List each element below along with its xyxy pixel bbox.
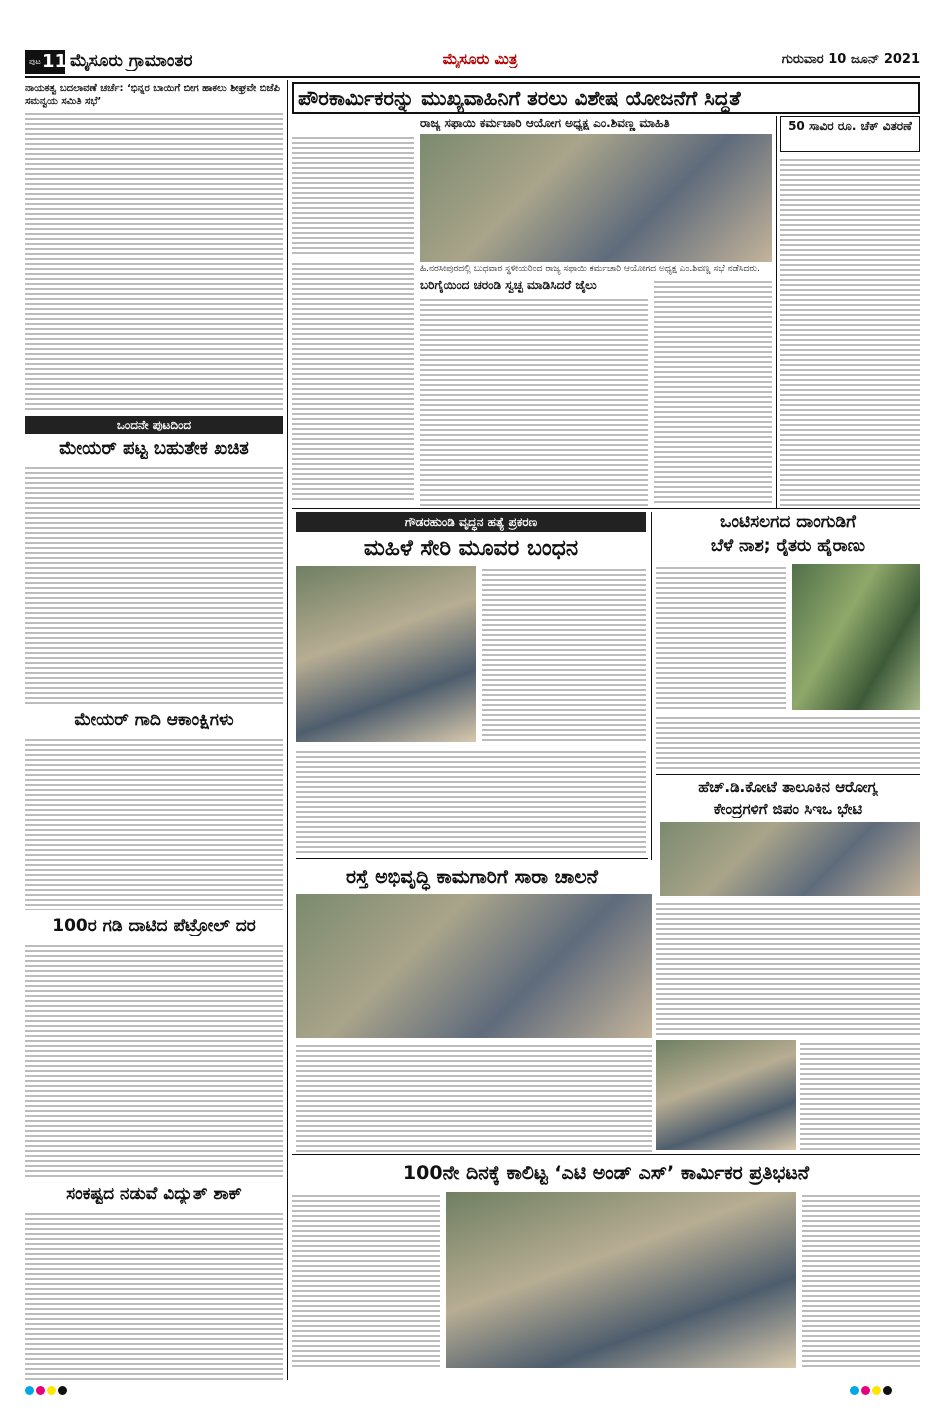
mayor-aspirants-headline: ಮೇಯರ್ ಗಾದಿ ಆಕಾಂಕ್ಷಿಗಳು [74,710,234,730]
banana-photo [792,564,920,710]
yellow-mark [872,1386,881,1395]
protest-body-2 [802,1192,920,1368]
shock-body-text [25,1210,283,1380]
inset-headline: ಬರಿಗೈಯಿಂದ ಚರಂಡಿ ಸ್ವಚ್ಛ ಮಾಡಿಸಿದರೆ ಜೈಲು [420,278,597,292]
murder-right-divider [651,512,652,860]
road-body [296,1042,652,1152]
murder-kicker: ಗೌಡರಹುಂಡಿ ವೃದ್ಧನ ಹತ್ಯೆ ಪ್ರಕರಣ [296,512,646,532]
lead-col-2 [292,260,414,500]
banana-body-2 [656,714,920,770]
page-label: ಪುಟ [29,57,41,66]
registration-marks-left [25,1380,85,1392]
paper-name: ಮೈಸೂರು ಮಿತ್ರ [442,50,518,68]
yellow-mark [47,1386,56,1395]
lead-photo-caption: ಹಿ.ನರಸೀಪುರದಲ್ಲಿ ಬುಧವಾರ ಸ್ಥಳೀಯರಿಂದ ರಾಜ್ಯ ಸಫಾಯಿ ಕರ್ಮಚಾರಿ ಆಯೋಗದ ಅಧ್ಯಕ್ಷ ಎಂ.ಶಿವಣ್ಣ ಸಭೆ ನಡೆಸಿದರು. [420,264,760,274]
left-column-divider [287,80,288,1380]
road-top-rule [296,858,648,859]
cheque-body-text [780,156,920,506]
page-number-box [25,50,68,74]
banana-body-1 [656,564,786,710]
mayor-headline: ಮೇಯರ್ ಪಟ್ಟ ಬಹುತೇಕ ಖಚಿತ [59,438,249,459]
lead-bottom-rule [292,508,920,509]
lead-subhead: ರಾಜ್ಯ ಸಫಾಯಿ ಕರ್ಮಚಾರಿ ಆಯೋಗ ಅಧ್ಯಕ್ಷ ಎಂ.ಶಿವಣ್ಣ ಮಾಹಿತಿ [420,116,670,130]
lead-col-1 [292,134,414,254]
protest-body-1 [292,1192,440,1368]
issue-date: ಗುರುವಾರ 10 ಜೂನ್ 2021 [781,52,920,67]
cheque-box [780,116,920,152]
lead-side-divider [776,116,777,508]
protest-photo [446,1192,796,1368]
lead-headline: ಪೌರಕಾರ್ಮಿಕರನ್ನು ಮುಖ್ಯವಾಹಿನಿಗೆ ತರಲು ವಿಶೇಷ ಯೋಜನೆಗೆ ಸಿದ್ಧತೆ [292,82,920,114]
protest-top-rule [292,1154,920,1155]
hdkote-caption-2 [800,1040,920,1150]
lead-col-3 [420,296,648,506]
hdkote-photo [660,822,920,896]
hdkote-body [656,900,920,1036]
magenta-mark [861,1386,870,1395]
masthead-rule [25,76,920,78]
shock-headline: ಸಂಕಷ್ಟದ ನಡುವೆ ವಿದ್ಯುತ್ ಶಾಕ್ [66,1184,242,1204]
black-mark [58,1386,67,1395]
mayor-aspirants-body [25,736,283,910]
page-number: 11 [42,51,68,72]
banana-bottom-rule [656,774,920,775]
left-body-text [25,110,283,410]
lead-col-4 [654,278,772,506]
left-column [25,80,283,1380]
murder-photo [296,566,476,742]
murder-headline: ಮಹಿಳೆ ಸೇರಿ ಮೂವರ ಬಂಧನ [363,536,579,561]
banana-headline-2: ಬೆಳೆ ನಾಶ; ರೈತರು ಹೈರಾಣು [710,536,866,556]
protest-headline: 100ನೇ ದಿನಕ್ಕೆ ಕಾಲಿಟ್ಟ ‘ಎಟಿ ಅಂಡ್ ಎಸ್’ ಕಾರ್ಮಿಕರ ಪ್ರತಿಭಟನೆ [402,1162,810,1184]
registration-marks-right [850,1380,910,1392]
road-headline: ರಸ್ತೆ ಅಭಿವೃದ್ಧಿ ಕಾಮಗಾರಿಗೆ ಸಾರಾ ಚಾಲನೆ [346,866,598,888]
hdkote-photo-2 [656,1040,796,1150]
mayor-body-text [25,464,283,704]
murder-body-2 [296,748,646,856]
petrol-headline: 100ರ ಗಡಿ ದಾಟಿದ ಪೆಟ್ರೋಲ್ ದರ [52,916,256,936]
section-title: ಮೈಸೂರು ಗ್ರಾಮಾಂತರ [70,51,193,71]
road-photo [296,894,652,1038]
cheque-headline: 50 ಸಾವಿರ ರೂ. ಚೆಕ್ ವಿತರಣೆ [788,119,912,133]
lead-photo [420,134,772,262]
hdkote-headline-2: ಕೇಂದ್ರಗಳಿಗೆ ಜಿಪಂ ಸಿಇಒ ಭೇಟಿ [713,800,863,818]
magenta-mark [36,1386,45,1395]
left-kicker: ನಾಯಕತ್ವ ಬದಲಾವಣೆ ಚರ್ಚೆ: ‘ಭಿನ್ನರ ಬಾಯಿಗೆ ಬೀಗ ಹಾಕಲು ಶೀಘ್ರವೇ ಬಿಜೆಪಿ ಸಮನ್ವಯ ಸಮಿತಿ ಸಭೆ’ [25,83,280,107]
black-mark [883,1386,892,1395]
petrol-body-text [25,942,283,1178]
cyan-mark [25,1386,34,1395]
murder-body-1 [482,566,646,742]
hdkote-headline-1: ಹೆಚ್.ಡಿ.ಕೋಟೆ ತಾಲೂಕಿನ ಆರೋಗ್ಯ [698,778,878,796]
cyan-mark [850,1386,859,1395]
section-bar: ಒಂದನೇ ಪುಟದಿಂದ [25,416,283,434]
banana-headline-1: ಒಂಟಿಸಲಗದ ದಾಂಗುಡಿಗೆ [720,512,856,532]
